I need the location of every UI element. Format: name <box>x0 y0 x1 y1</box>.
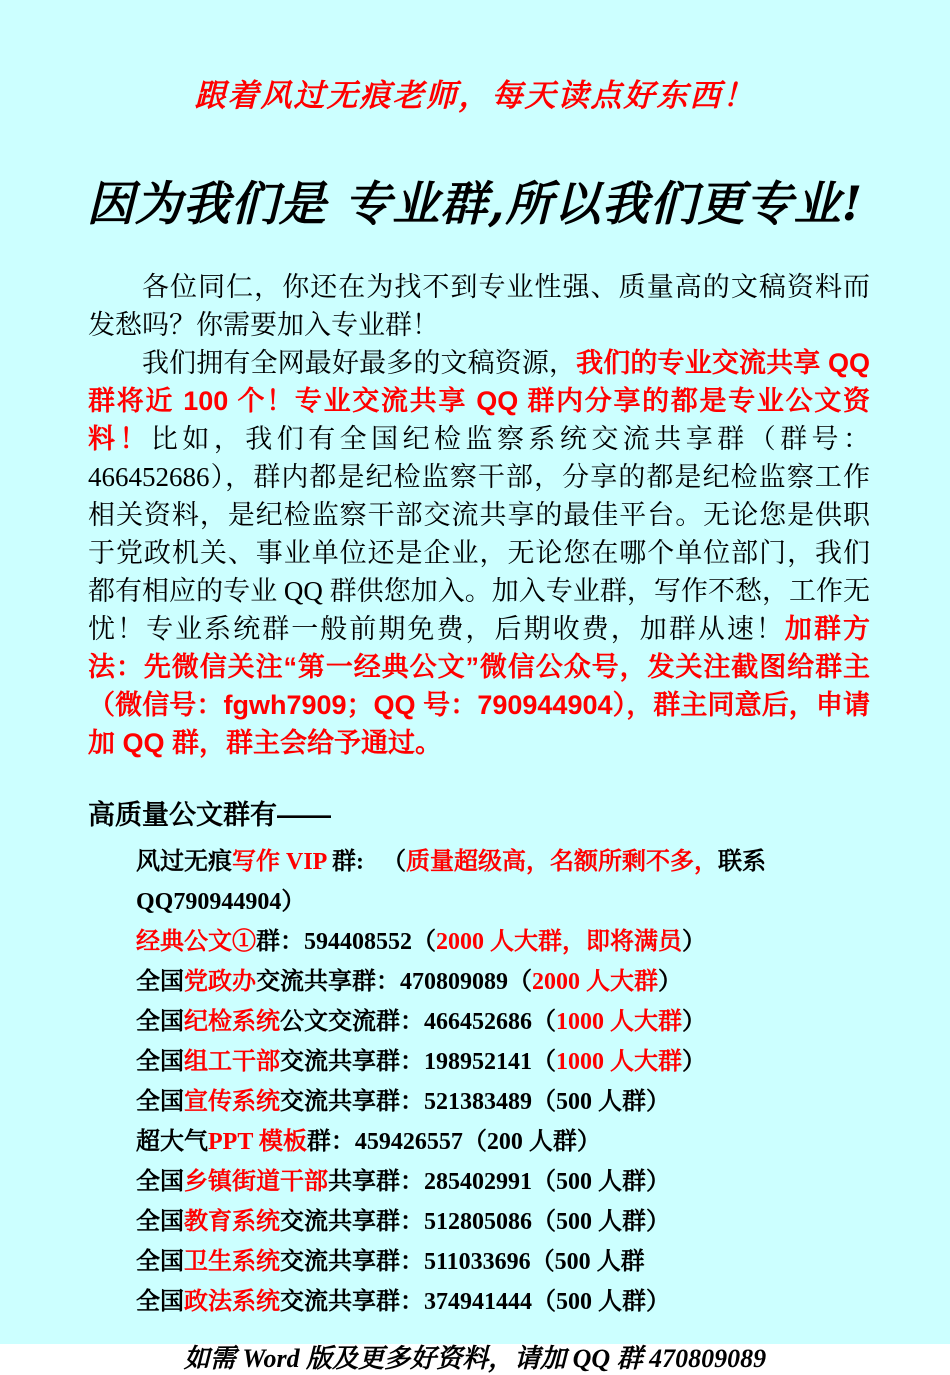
group-list-item <box>88 1282 910 1322</box>
group-list-item <box>88 1242 910 1282</box>
text-segment: ） <box>682 1009 706 1035</box>
text-segment: 交流共享群：511033696（500 人群 <box>280 1249 645 1275</box>
text-segment: 1000 人大群 <box>556 1009 682 1035</box>
text-segment: 比如，我们有全国纪检监察系统交流共享群（群号：466452686），群内都是纪检监察干部，分享的都是纪检监察工作相关资料，是纪检监察干部交流共享的最佳平台。无论您是供职于党政机关、事业单位还是企业，无论您在哪个单位部门，我们都有相应的专业 QQ 群供您加入。加入专业群，写作不愁，工作无忧！专业系统群一般前期免费，后期收费，加群从速！ <box>88 424 871 644</box>
text-segment: 全国 <box>136 1169 184 1195</box>
text-segment: 1000 人大群 <box>556 1049 682 1075</box>
text-segment: 各位同仁，你还在为找不到专业性强、质量高的文稿资料而发愁吗？你需要加入专业群！ <box>88 272 870 340</box>
text-segment: 纪检系统 <box>184 1009 280 1035</box>
text-segment: 2000 人大群 <box>532 969 658 995</box>
text-segment: 政法系统 <box>184 1289 280 1315</box>
group-list-item <box>88 1082 910 1122</box>
main-title: 因为我们是 专业群,所以我们更专业! <box>86 177 864 232</box>
text-segment: 组工干部 <box>184 1049 280 1075</box>
text-segment: 公文交流群：466452686（ <box>280 1009 556 1035</box>
text-segment: 风过无痕 <box>136 849 232 875</box>
text-segment: 卫生系统 <box>184 1249 280 1275</box>
text-segment: 交流共享群：470809089（ <box>256 969 532 995</box>
text-segment: 交流共享群：512805086（500 人群） <box>280 1209 670 1235</box>
text-segment: 我们拥有全网最好最多的文稿资源， <box>142 348 577 378</box>
group-list-heading: 高质量公文群有—— <box>88 800 331 830</box>
text-segment: ） <box>682 929 706 955</box>
text-segment: 全国 <box>136 1009 184 1035</box>
group-list-item <box>88 842 910 922</box>
text-segment: 全国 <box>136 969 184 995</box>
text-segment: 群：594408552（ <box>256 929 436 955</box>
group-list-item <box>88 1162 910 1202</box>
text-segment: 宣传系统 <box>184 1089 280 1115</box>
text-segment: 交流共享群：198952141（ <box>280 1049 556 1075</box>
text-segment: 教育系统 <box>184 1209 280 1235</box>
text-segment: 乡镇街道干部 <box>184 1169 328 1195</box>
text-segment: 群：459426557（200 人群） <box>306 1129 601 1155</box>
text-segment: 全国 <box>136 1089 184 1115</box>
text-segment: 全国 <box>136 1209 184 1235</box>
group-list-item <box>88 1042 910 1082</box>
text-segment: 联系 QQ790944904） <box>136 849 773 915</box>
text-segment: 群: （ <box>326 849 407 875</box>
text-segment: 交流共享群：374941444（500 人群） <box>280 1289 670 1315</box>
body-paragraphs <box>88 268 878 762</box>
text-segment: PPT 模板 <box>208 1129 307 1155</box>
text-segment: 质量超级高，名额所剩不多， <box>406 849 719 875</box>
group-list-item <box>88 1002 910 1042</box>
group-list-item <box>88 1202 910 1242</box>
text-segment: 党政办 <box>184 969 256 995</box>
text-segment: ） <box>658 969 682 995</box>
text-segment: 加群方法：先微信关注“第一经典公文”微信公众号，发关注截图给群主（微信号：fgwh7909；QQ 号：790944904），群主同意后，申请加 QQ 群，群主会给予通过。 <box>88 614 870 758</box>
footer-note: 如需 Word 版及更多好资料，请加 QQ 群 470809089 <box>183 1344 767 1373</box>
group-section <box>88 798 910 1322</box>
text-segment: 超大气 <box>136 1129 208 1155</box>
text-segment: 交流共享群：521383489（500 人群） <box>280 1089 670 1115</box>
header-tagline: 跟着风过无痕老师，每天读点好东西！ <box>194 78 756 113</box>
text-segment: 共享群：285402991（500 人群） <box>328 1169 670 1195</box>
text-segment: ） <box>682 1049 706 1075</box>
text-segment: 全国 <box>136 1249 184 1275</box>
text-segment: 2000 人大群，即将满员 <box>436 929 682 955</box>
paragraph <box>88 268 870 344</box>
group-list-item <box>88 1122 910 1162</box>
paragraph <box>88 344 878 762</box>
group-list-item <box>88 962 910 1002</box>
group-list-item <box>88 922 910 962</box>
text-segment: 全国 <box>136 1289 184 1315</box>
text-segment: 写作 VIP <box>232 849 327 875</box>
text-segment: 我们的专业交流共享 QQ 群将近 100 个！专业交流共享 QQ 群内分享的都是专业公文资料！ <box>88 348 878 454</box>
text-segment: 经典公文① <box>136 929 256 955</box>
group-list <box>88 842 910 1322</box>
text-segment: 全国 <box>136 1049 184 1075</box>
